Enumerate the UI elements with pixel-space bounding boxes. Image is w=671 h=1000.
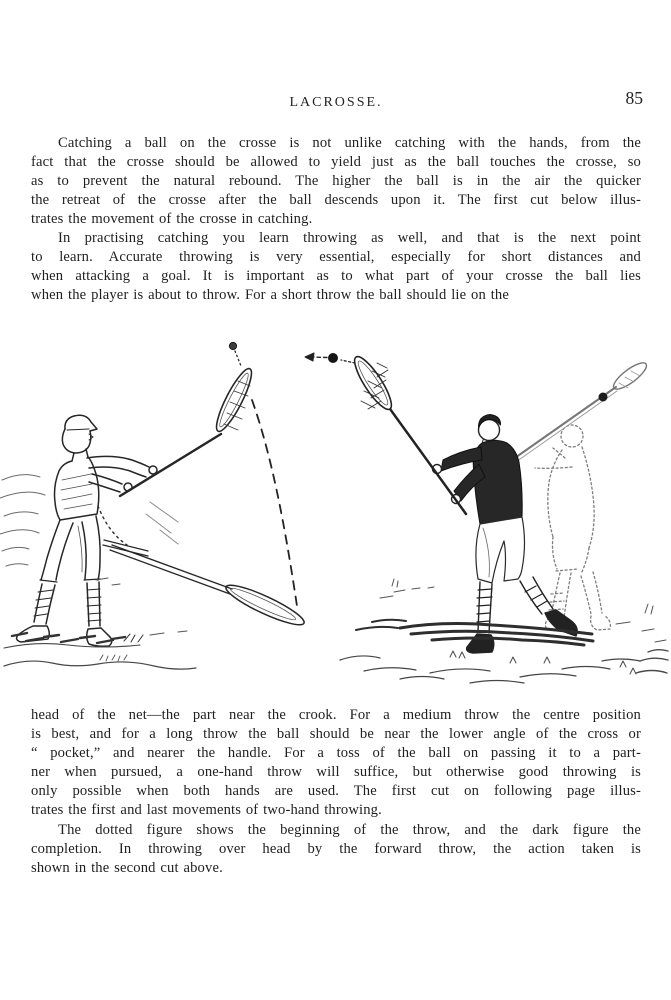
text-line: The dotted figure shows the beginning of the throw, and the dark figure the	[58, 822, 641, 838]
crosse-completion-position	[349, 352, 466, 514]
text-line: only possible when both hands are used. The first cut on following page illus-	[31, 783, 641, 799]
crosse-raised	[120, 365, 257, 496]
ball-thrown-icon	[305, 353, 355, 363]
running-head-title: LACROSSE.	[289, 95, 383, 110]
crosse-lowered	[103, 540, 308, 631]
text-line: trates the first and last movements of two-hand throwing.	[31, 802, 382, 818]
text-line: when attacking a goal. It is important as to what part of your crosse the ball lies	[31, 268, 641, 284]
text-line: “ pocket,” and nearer the handle. For a toss of the ball on passing it to a part-	[31, 745, 641, 761]
crosse-beginning-position	[512, 359, 650, 464]
page-number: 85	[625, 88, 643, 108]
handle-transition-dots	[98, 506, 127, 545]
text-line: Catching a ball on the crosse is not unlike catching with the hands, from the	[58, 135, 641, 151]
text-line: the retreat of the crosse after the ball descends upon it. The first cut below illus-	[31, 192, 641, 208]
paragraph-dotted-figure	[31, 821, 641, 878]
ball-in-net-icon	[599, 393, 607, 401]
catching-scene	[0, 342, 308, 669]
text-line: is best, and for a long throw the ball should be near the lower angle of the cross or	[31, 726, 641, 742]
text-line: fact that the crosse should be allowed to yield just as the ball touches the crosse, so	[31, 154, 641, 170]
text-line: In practising catching you learn throwing as well, and that is the next point	[58, 230, 641, 246]
text-line: shown in the second cut above.	[31, 860, 223, 876]
catching-player-figure	[17, 415, 157, 646]
paragraph-head-of-net	[31, 706, 641, 820]
text-line: trates the movement of the crosse in catching.	[31, 211, 313, 227]
paragraph-practising	[31, 229, 641, 305]
throwing-scene	[305, 352, 668, 683]
text-line: ner when pursued, a one-hand throw will suffice, but otherwise good throwing is	[31, 764, 641, 780]
paragraph-catching	[31, 134, 641, 229]
text-line: to learn. Accurate throwing is very essential, especially for short distances and	[31, 249, 641, 265]
text-line: as to prevent the natural rebound. The higher the ball is in the air the quicker	[31, 173, 641, 189]
illustration-lacrosse-catch-and-throw	[0, 330, 671, 702]
background-hatch	[0, 475, 178, 566]
text-line: head of the net—the part near the crook. For a medium throw the centre position	[31, 707, 641, 723]
catch-trajectory-arc	[252, 400, 297, 606]
ball-descending-icon	[229, 342, 241, 366]
ground-right	[340, 579, 668, 683]
text-line: when the player is about to throw. For a short throw the ball should lie on the	[31, 287, 510, 303]
text-line: completion. In throwing over head by the forward throw, the action taken is	[31, 841, 641, 857]
